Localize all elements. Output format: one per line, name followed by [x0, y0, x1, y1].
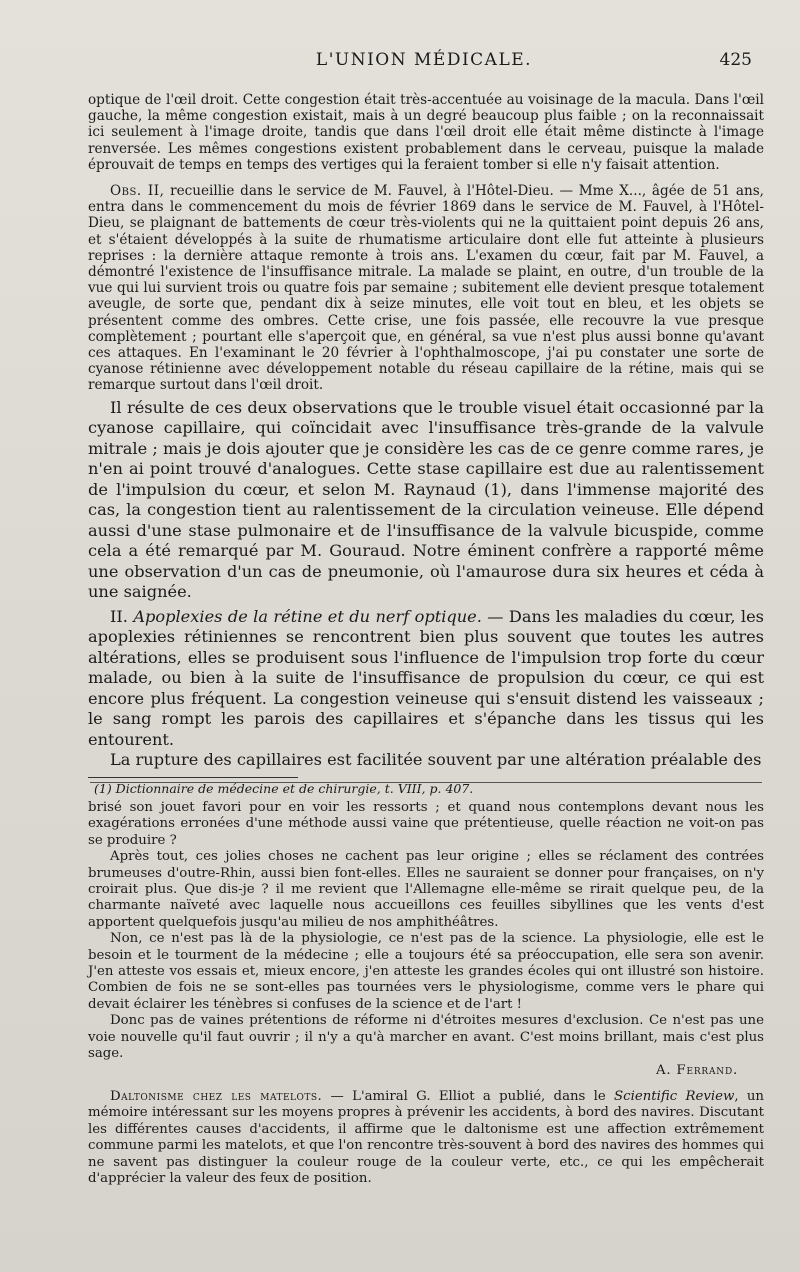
- observation-two: [88, 183, 764, 394]
- lower-article: [88, 800, 764, 1187]
- paragraph-optic-congestion: optique de l'œil droit. Cette congestion était très-accentuée au voisinage de la macula. Dans l'œil gauche, la même congestion existait, mais à un degré beaucoup plus faible ; on la reconnaissait ici seulement à l'image droite, tandis que dans l'œil droit elle était même distincte à l'image renversée. Les mêmes congestions existent probablement dans le cerveau, puisque la malade éprouvait de temps en temps des vertiges qui la feraient tomber si elle n'y faisait attention.: [88, 92, 764, 173]
- section-divider: [90, 782, 762, 783]
- running-title: L'UNION MÉDICALE.: [315, 50, 533, 70]
- paragraph-capillary-rupture: La rupture des capillaires est facilitée souvent par une altération préalable des: [110, 750, 762, 770]
- paragraph-origin: Après tout, ces jolies choses ne cachent pas leur origine ; elles se réclament des contrées brumeuses d'outre-Rhin, aussi bien font-elles. Elles ne sauraient se donner pour françaises, on n'y croirait plus. Que dis-je ? il me revient que l'Allemagne elle-même se rirait quelque peu, de la charmante naïveté avec laquelle nous accueillons ces feuilles sibyllines que les vents d'est apportent quelquefois jusqu'au milieu de nos amphithéâtres.: [88, 849, 764, 930]
- daltonism-text-b: , un mémoire intéressant sur les moyens propres à prévenir les accidents, à bord des navires. Discutant les différentes causes d'accidents, il affirme que le daltonisme est une affection extrêmement commune parmi les matelots, et que l'on rencontre très-souvent à bord des navires des hommes qui ne savent pas distinguer la couleur rouge de la couleur verte, etc., ce qui les empêcherait d'apprécier la valeur des feux de position.: [88, 1088, 764, 1186]
- paragraph-physiology: Non, ce n'est pas là de la physiologie, ce n'est pas de la science. La physiologie, elle est le besoin et le tourment de la médecine ; elle a toujours été sa préoccupation, elle sera son avenir. J'en atteste vos essais et, mieux encore, j'en atteste les grandes écoles qui ont illustré son histoire. Combien de fois ne se sont-elles pas tournées vers le physiologisme, comme vers le phare qui devait éclairer les ténèbres si confuses de la science et de l'art !: [88, 931, 764, 1012]
- daltonism-text-a: — L'amiral G. Elliot a publié, dans le: [322, 1088, 615, 1104]
- paragraph-conclusion: Il résulte de ces deux observations que le trouble visuel était occasionné par la cyanose capillaire, qui coïncidait avec l'insuffisance très-grande de la valvule mitrale ; mais je dois ajouter que je considère les cas de ce genre comme rares, je n'en ai point trouvé d'analogues. Cette stase capillaire est due au ralentissement de l'impulsion du cœur, et selon M. Raynaud (1), dans l'immense majorité des cas, la congestion tient au ralentissement de la circulation veineuse. Elle dépend aussi d'une stase pulmonaire et de l'insuffisance de la valvule bicuspide, comme cela a été remarqué par M. Gouraud. Notre éminent confrère a rapporté même une observation d'un cas de pneumonie, où l'amaurose dura six heures et céda à une saignée.: [88, 397, 764, 602]
- upper-article: [88, 92, 764, 796]
- section-title: Apoplexies de la rétine et du nerf optique.: [133, 606, 482, 626]
- footnote-rule: [88, 777, 298, 778]
- section-number: II.: [110, 606, 134, 626]
- page-header: [88, 44, 760, 84]
- footnote: (1) Dictionnaire de médecine et de chirurgie, t. VIII, p. 407.: [94, 780, 474, 796]
- paragraph-apoplexies: [88, 607, 764, 751]
- paragraph-daltonism: [88, 1089, 764, 1187]
- author-signature: A. Ferrand.: [655, 1062, 738, 1078]
- observation-body: recueillie dans le service de M. Fauvel, à l'Hôtel-Dieu. — Mme X..., âgée de 51 ans, entra dans le commencement du mois de février 1869 dans le service de M. Fauvel, à l'Hôtel-Dieu, se plaignant de battements de cœur très-violents qui ne la quittaient point depuis 26 ans, et s'étaient développés à la suite de rhumatisme articulaire dont elle fut atteinte à plusieurs reprises : la dernière attaque remonte à trois ans. L'examen du cœur, fait par M. Fauvel, a démontré l'existence de l'insuffisance mitrale. La malade se plaint, en outre, d'un trouble de la vue qui lui survient trois ou quatre fois par semaine ; subitement elle devient presque totalement aveugle, de sorte que, pendant dix à seize minutes, elle voit tout en bleu, et les objets se présentent comme des ombres. Cette crise, une fois passée, elle recouvre la vue presque complètement ; pourtant elle s'aperçoit que, en général, sa vue n'est plus aussi bonne qu'avant ces attaques. En l'examinant le 20 février à l'ophthalmoscope, j'ai pu constater une sorte de cyanose rétinienne avec développement notable du réseau capillaire de la rétine, mais qui se remarque surtout dans l'œil droit.: [88, 183, 764, 394]
- section-body: — Dans les maladies du cœur, les apoplexies rétiniennes se rencontrent bien plus souvent que toutes les autres altérations, elles se produisent sous l'influence de l'impulsion trop forte du cœur malade, ou bien à la suite de l'insuffisance de propulsion du cœur, ce qui est encore plus fréquent. La congestion veineuse qui s'ensuit distend les vaisseaux ; le sang rompt les parois des capillaires et s'épanche dans les tissus qui les entourent.: [88, 606, 764, 749]
- paragraph-conclusion-reform: Donc pas de vaines prétentions de réforme ni d'étroites mesures d'exclusion. Ce n'est pas une voie nouvelle qu'il faut ouvrir ; il n'y a qu'à marcher en avant. C'est moins brillant, mais c'est plus sage.: [88, 1013, 764, 1062]
- page-number: 425: [719, 50, 752, 70]
- daltonism-heading: Daltonisme chez les matelots.: [110, 1088, 323, 1104]
- journal-title: Scientific Review: [614, 1088, 735, 1104]
- paragraph-reaction: brisé son jouet favori pour en voir les ressorts ; et quand nous contemplons devant nous les exagérations erronées d'une méthode aussi vaine que prétentieuse, quelle réaction ne voit-on pas se produire ?: [88, 800, 764, 848]
- observation-heading: Obs. II,: [110, 183, 165, 200]
